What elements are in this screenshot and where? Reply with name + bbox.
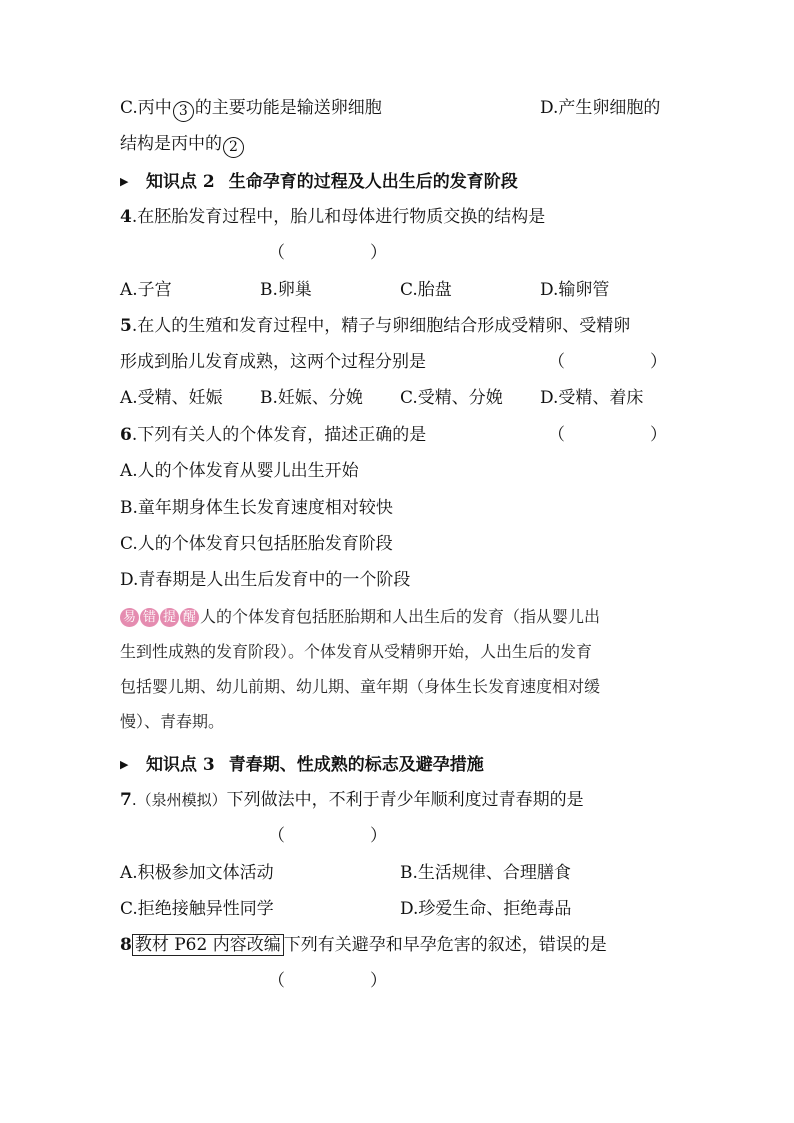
circled-number: 2 (223, 137, 244, 158)
error-tip-line2: 生到性成熟的发育阶段）。个体发育从受精卵开始，人出生后的发育 (120, 642, 593, 661)
knowledge-point-label: 知识点 3 (146, 755, 215, 775)
q7-option-a: A.积极参加文体活动 (120, 863, 274, 883)
circled-number: 3 (173, 101, 194, 122)
question-text: .在胚胎发育过程中，胎儿和母体进行物质交换的结构是 (131, 207, 546, 227)
question-source: .（泉州模拟） (131, 791, 227, 809)
question-number: 6 (120, 425, 132, 445)
question-text: .在人的生殖和发育过程中，精子与卵细胞结合形成受精卵、受精卵 (131, 316, 631, 336)
q6-stem (120, 424, 426, 446)
question-number: 7 (120, 790, 132, 810)
tip-badge: 错 (140, 608, 159, 627)
question-text: 下列做法中，不利于青少年顺利度过青春期的是 (226, 790, 584, 810)
q7-answer-paren: （ ） (268, 826, 387, 846)
q3-option-d-line1: D.产生卵细胞的 (540, 98, 661, 118)
tip-badge: 醒 (180, 608, 199, 627)
question-number: 5 (120, 316, 132, 336)
q4-option-d: D.输卵管 (540, 280, 610, 300)
question-text: 下列有关避孕和早孕危害的叙述，错误的是 (283, 935, 607, 955)
q6-option-b: B.童年期身体生长发育速度相对较快 (120, 498, 393, 518)
q4-option-b: B.卵巢 (260, 280, 312, 300)
q7-stem (120, 789, 584, 811)
question-number: 8 (120, 935, 132, 955)
tip-badge: 易 (120, 608, 139, 627)
textbook-source-box: 教材 P62 内容改编 (132, 934, 284, 956)
knowledge-point-title: 青春期、性成熟的标志及避孕措施 (228, 755, 484, 775)
q4-answer-paren: （ ） (268, 243, 387, 263)
q3-option-c-prefix: C.丙中 (120, 98, 172, 118)
knowledge-point-2-heading (120, 171, 518, 193)
tip-badge: 提 (160, 608, 179, 627)
triangle-marker-icon: ▶ (120, 758, 129, 771)
q4-option-a: A.子宫 (120, 280, 172, 300)
knowledge-point-label: 知识点 2 (146, 172, 215, 192)
q7-option-d: D.珍爱生命、拒绝毒品 (400, 899, 572, 919)
tip-text: 人的个体发育包括胚胎期和人出生后的发育（指从婴儿出 (200, 607, 601, 626)
q5-option-d: D.受精、着床 (540, 388, 644, 408)
error-tip-line3: 包括婴儿期、幼儿前期、幼儿期、童年期（身体生长发育速度相对缓 (120, 677, 601, 696)
triangle-marker-icon: ▶ (120, 175, 129, 188)
error-tip-line1 (120, 599, 680, 634)
error-tip (120, 599, 680, 739)
question-text: .下列有关人的个体发育，描述正确的是 (131, 425, 427, 445)
q5-stem-line2: 形成到胎儿发育成熟，这两个过程分别是 (120, 352, 426, 372)
q3-option-d-line2 (120, 133, 245, 158)
error-tip-line4: 慢）、青春期。 (120, 712, 225, 731)
q8-answer-paren: （ ） (268, 971, 387, 991)
q6-option-d: D.青春期是人出生后发育中的一个阶段 (120, 570, 411, 590)
q6-option-c: C.人的个体发育只包括胚胎发育阶段 (120, 534, 393, 554)
q6-answer-paren: （ ） (548, 425, 667, 445)
q5-option-a: A.受精、妊娠 (120, 388, 223, 408)
q3-option-c (120, 97, 382, 122)
knowledge-point-title: 生命孕育的过程及人出生后的发育阶段 (228, 172, 518, 192)
q5-answer-paren: （ ） (548, 352, 667, 372)
knowledge-point-3-heading (120, 754, 484, 776)
q8-stem (120, 934, 607, 956)
question-number: 4 (120, 207, 132, 227)
q5-option-c: C.受精、分娩 (400, 388, 503, 408)
q5-stem-line1 (120, 315, 630, 337)
q6-option-a: A.人的个体发育从婴儿出生开始 (120, 461, 359, 481)
q4-option-c: C.胎盘 (400, 280, 452, 300)
q7-option-c: C.拒绝接触异性同学 (120, 899, 274, 919)
q3-option-d-text: 结构是丙中的 (120, 134, 222, 154)
q7-option-b: B.生活规律、合理膳食 (400, 863, 571, 883)
q3-option-c-text: 的主要功能是输送卵细胞 (194, 98, 382, 118)
q5-option-b: B.妊娠、分娩 (260, 388, 363, 408)
q4-stem (120, 206, 545, 228)
